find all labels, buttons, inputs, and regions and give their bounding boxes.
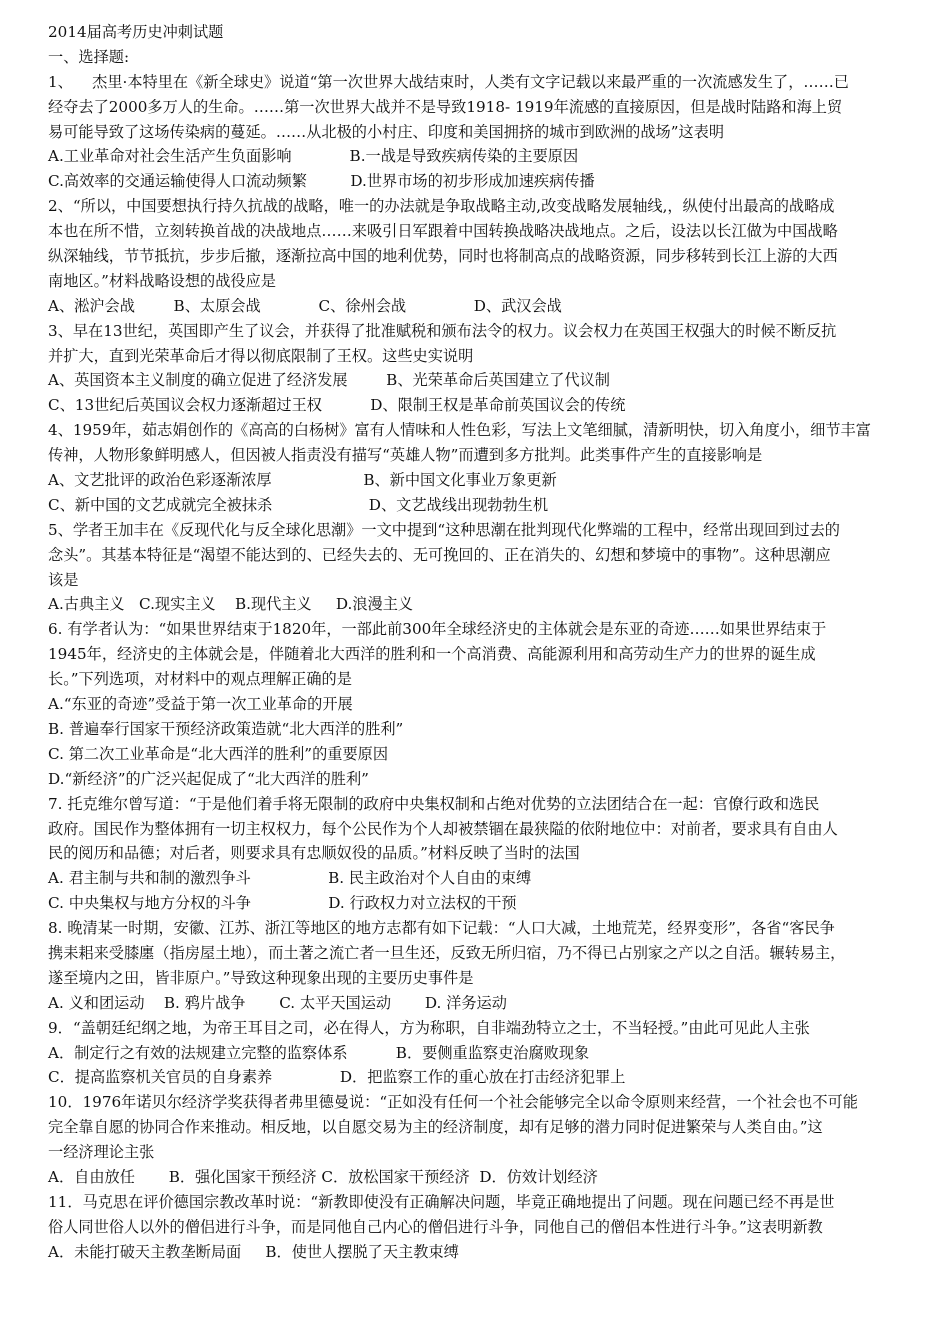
question-stem-line: 11．马克思在评价德国宗教改革时说：“新教即使没有正确解决问题，毕竟正确地提出了问题。现在问题已经不再是世 xyxy=(48,1192,835,1211)
question-stem-line: 该是 xyxy=(48,570,79,589)
question-10 xyxy=(48,1090,908,1190)
question-stem-line: 3、早在13世纪，英国即产生了议会，并获得了批准赋税和颁布法令的权力。议会权力在英国王权强大的时候不断反抗 xyxy=(48,321,837,340)
section-heading: 一、选择题: xyxy=(48,47,130,66)
question-stem-line: 纵深轴线，节节抵抗，步步后撤，逐渐拉高中国的地利优势，同时也将制高点的战略资源，同步移转到长江上游的大西 xyxy=(48,247,838,266)
answer-options-line: A．自由放任 B．强化国家干预经济 C．放松国家干预经济 D．仿效计划经济 xyxy=(48,1167,598,1186)
question-stem-line: 遂至境内之田，皆非原户。”导致这种现象出现的主要历史事件是 xyxy=(48,968,474,987)
question-stem-line: 10．1976年诺贝尔经济学奖获得者弗里德曼说：“正如没有任何一个社会能够完全以命令原则来经营，一个社会也不可能 xyxy=(48,1093,858,1112)
question-stem-line: 政府。国民作为整体拥有一切主权权力，每个公民作为个人却被禁锢在最狭隘的依附地位中：对前者，要求具有自由人 xyxy=(48,819,838,838)
question-stem-line: 4、1959年，茹志娟创作的《高高的白杨树》富有人情味和人性色彩，写法上文笔细腻，清新明快，切入角度小，细节丰富 xyxy=(48,421,871,440)
answer-options-line: D.“新经济”的广泛兴起促成了“北大西洋的胜利” xyxy=(48,769,369,788)
answer-options-line: C. 第二次工业革命是“北大西洋的胜利”的重要原因 xyxy=(48,744,389,763)
question-4 xyxy=(48,418,908,518)
question-7 xyxy=(48,792,908,916)
answer-options-line: A．制定行之有效的法规建立完整的监察体系 B．要侧重监察吏治腐败现象 xyxy=(48,1043,590,1062)
question-8 xyxy=(48,916,908,1016)
answer-options-line: A、文艺批评的政治色彩逐渐浓厚 B、新中国文化事业万象更新 xyxy=(48,471,557,490)
question-3 xyxy=(48,319,908,419)
question-stem-line: 7. 托克维尔曾写道：“于是他们着手将无限制的政府中央集权制和占绝对优势的立法团结合在一起：官僚行政和选民 xyxy=(48,794,820,813)
question-stem-line: 完全靠自愿的协同合作来推动。相反地，以自愿交易为主的经济制度，却有足够的潜力同时促进繁荣与人类自由。”这 xyxy=(48,1118,823,1137)
document-title: 2014届高考历史冲刺试题 xyxy=(48,23,224,41)
question-stem-line: 携耒耜来受膝廛（指房屋土地），而土著之流亡者一旦生还，反致无所归宿，乃不得已占别家之产以之自活。辗转易主， xyxy=(48,943,846,962)
question-stem-line: 1945年，经济史的主体就会是，伴随着北大西洋的胜利和一个高消费、高能源利用和高劳动生产力的世界的诞生成 xyxy=(48,645,816,664)
answer-options-line: B. 普遍奉行国家干预经济政策造就“北大西洋的胜利” xyxy=(48,719,404,738)
question-11 xyxy=(48,1190,908,1265)
question-1 xyxy=(48,70,908,194)
question-stem-line: 南地区。”材料战略设想的战役应是 xyxy=(48,271,276,290)
answer-options-line: A、英国资本主义制度的确立促进了经济发展 B、光荣革命后英国建立了代议制 xyxy=(48,371,610,390)
question-stem-line: 8. 晚清某一时期，安徽、江苏、浙江等地区的地方志都有如下记载：“人口大减，土地荒芜，经界变形”，各省“客民争 xyxy=(48,919,835,938)
question-stem-line: 6. 有学者认为：“如果世界结束于1820年，一部此前300年全球经济史的主体就会是东亚的奇迹……如果世界结束于 xyxy=(48,620,827,639)
answer-options-line: A.古典主义 C.现实主义 B.现代主义 D.浪漫主义 xyxy=(48,595,414,614)
question-stem-line: 本也在所不惜，立刻转换首战的决战地点……来吸引日军跟着中国转换战略决战地点。之后，设法以长江做为中国战略 xyxy=(48,222,838,241)
answer-options-line: C.高效率的交通运输使得人口流动频繁 D.世界市场的初步形成加速疾病传播 xyxy=(48,172,595,191)
question-9 xyxy=(48,1016,908,1091)
question-stem-line: 2、“所以，中国要想执行持久抗战的战略，唯一的办法就是争取战略主动,改变战略发展轴线,，纵使付出最高的战略成 xyxy=(48,197,835,216)
question-stem-line: 传神，人物形象鲜明感人，但因被人指责没有描写“英雄人物”而遭到多方批判。此类事件产生的直接影响是 xyxy=(48,446,763,465)
answer-options-line: A.工业革命对社会生活产生负面影响 B.一战是导致疾病传染的主要原因 xyxy=(48,147,579,166)
question-stem-line: 易可能导致了这场传染病的蔓延。……从北极的小村庄、印度和美国拥挤的城市到欧洲的战场”这表明 xyxy=(48,122,725,141)
answer-options-line: C. 中央集权与地方分权的斗争 D. 行政权力对立法权的干预 xyxy=(48,894,517,913)
answer-options-line: C、新中国的文艺成就完全被抹杀 D、文艺战线出现勃勃生机 xyxy=(48,495,549,514)
question-stem-line: 并扩大，直到光荣革命后才得以彻底限制了王权。这些史实说明 xyxy=(48,346,474,365)
question-stem-line: 民的阅历和品德；对后者，则要求具有忠顺奴役的品质。”材料反映了当时的法国 xyxy=(48,844,580,863)
answer-options-line: A.“东亚的奇迹”受益于第一次工业革命的开展 xyxy=(48,695,353,714)
answer-options-line: C．提高监察机关官员的自身素养 D．把监察工作的重心放在打击经济犯罪上 xyxy=(48,1068,626,1087)
question-stem-line: 9．“盖朝廷纪纲之地，为帝王耳目之司，必在得人，方为称职，自非端劲特立之士，不当轻授。”由此可见此人主张 xyxy=(48,1018,810,1037)
question-2 xyxy=(48,194,908,318)
question-6 xyxy=(48,617,908,791)
answer-options-line: A. 义和团运动 B. 鸦片战争 C. 太平天国运动 D. 洋务运动 xyxy=(48,993,507,1012)
answer-options-line: C、13世纪后英国议会权力逐渐超过王权 D、限制王权是革命前英国议会的传统 xyxy=(48,396,626,415)
answer-options-line: A. 君主制与共和制的激烈争斗 B. 民主政治对个人自由的束缚 xyxy=(48,869,532,888)
answer-options-line: A、淞沪会战 B、太原会战 C、徐州会战 D、武汉会战 xyxy=(48,296,562,315)
question-stem-line: 念头”。其基本特征是“渴望不能达到的、已经失去的、无可挽回的、正在消失的、幻想和梦境中的事物”。这种思潮应 xyxy=(48,545,831,564)
exam-page xyxy=(48,20,908,1265)
question-stem-line: 长。”下列选项，对材料中的观点理解正确的是 xyxy=(48,670,352,689)
question-5 xyxy=(48,518,908,618)
question-stem-line: 经夺去了2000多万人的生命。……第一次世界大战并不是导致1918- 1919年流感的直接原因，但是战时陆路和海上贸 xyxy=(48,97,843,116)
question-list xyxy=(48,70,908,1265)
question-stem-line: 一经济理论主张 xyxy=(48,1143,155,1162)
question-stem-line: 5、学者王加丰在《反现代化与反全球化思潮》一文中提到“这种思潮在批判现代化弊端的工程中，经常出现回到过去的 xyxy=(48,520,840,539)
answer-options-line: A．未能打破天主教垄断局面 B．使世人摆脱了天主教束缚 xyxy=(48,1242,459,1261)
question-stem-line: 俗人同世俗人以外的僧侣进行斗争，而是同他自己内心的僧侣进行斗争，同他自己的僧侣本性进行斗争。”这表明新教 xyxy=(48,1217,823,1236)
question-stem-line: 1、 杰里·本特里在《新全球史》说道“第一次世界大战结束时，人类有文字记载以来最严重的一次流感发生了，……已 xyxy=(48,72,849,91)
